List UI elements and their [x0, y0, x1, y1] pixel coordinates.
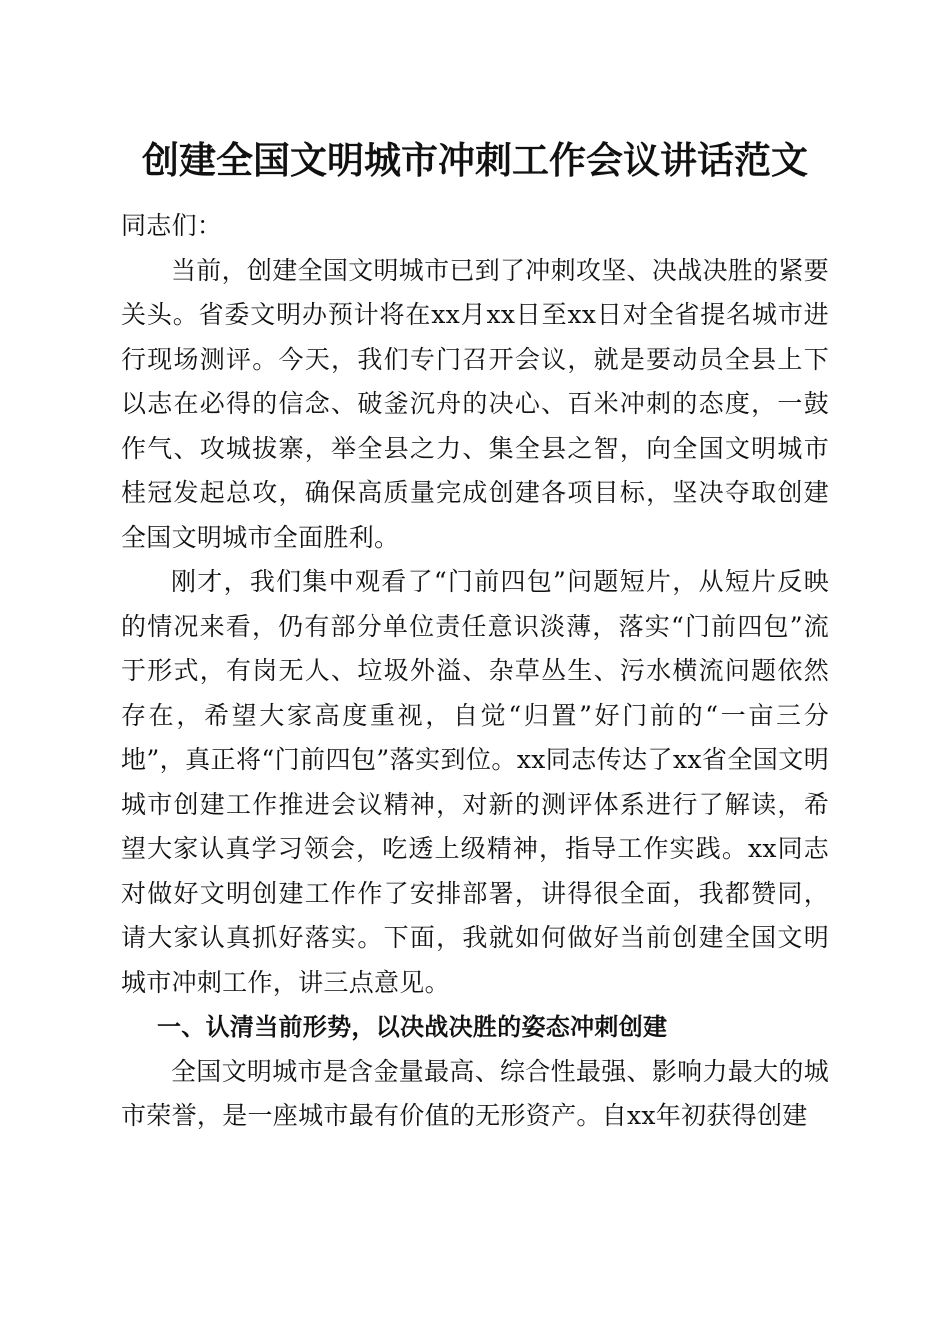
section-1-paragraph: 全国文明城市是含金量最高、综合性最强、影响力最大的城市荣誉，是一座城市最有价值的无形资产。自xx年初获得创建	[121, 1056, 829, 1130]
section-heading-1: 一、认清当前形势，以决战决胜的姿态冲刺创建	[157, 1013, 668, 1041]
document-body	[121, 204, 829, 1139]
document-title: 创建全国文明城市冲刺工作会议讲话范文	[142, 138, 808, 182]
paragraph-1: 当前，创建全国文明城市已到了冲刺攻坚、决战决胜的紧要关头。省委文明办预计将在xx月xx日至xx日对全省提名城市进行现场测评。今天，我们专门召开会议，就是要动员全县上下以志在必得的信念、破釜沉舟的决心、百米冲刺的态度，一鼓作气、攻城拔寨，举全县之力、集全县之智，向全国文明城市桂冠发起总攻，确保高质量完成创建各项目标，坚决夺取创建全国文明城市全面胜利。	[121, 255, 829, 552]
salutation: 同志们：	[121, 211, 223, 240]
paragraph-2: 刚才，我们集中观看了“门前四包”问题短片，从短片反映的情况来看，仍有部分单位责任意识淡薄，落实“门前四包”流于形式，有岗无人、垃圾外溢、杂草丛生、污水横流问题依然存在，希望大家高度重视，自觉“归置”好门前的“一亩三分地”，真正将“门前四包”落实到位。xx同志传达了xx省全国文明城市创建工作推进会议精神，对新的测评体系进行了解读，希望大家认真学习领会，吃透上级精神，指导工作实践。xx同志对做好文明创建工作作了安排部署，讲得很全面，我都赞同，请大家认真抓好落实。下面，我就如何做好当前创建全国文明城市冲刺工作，讲三点意见。	[121, 567, 829, 997]
